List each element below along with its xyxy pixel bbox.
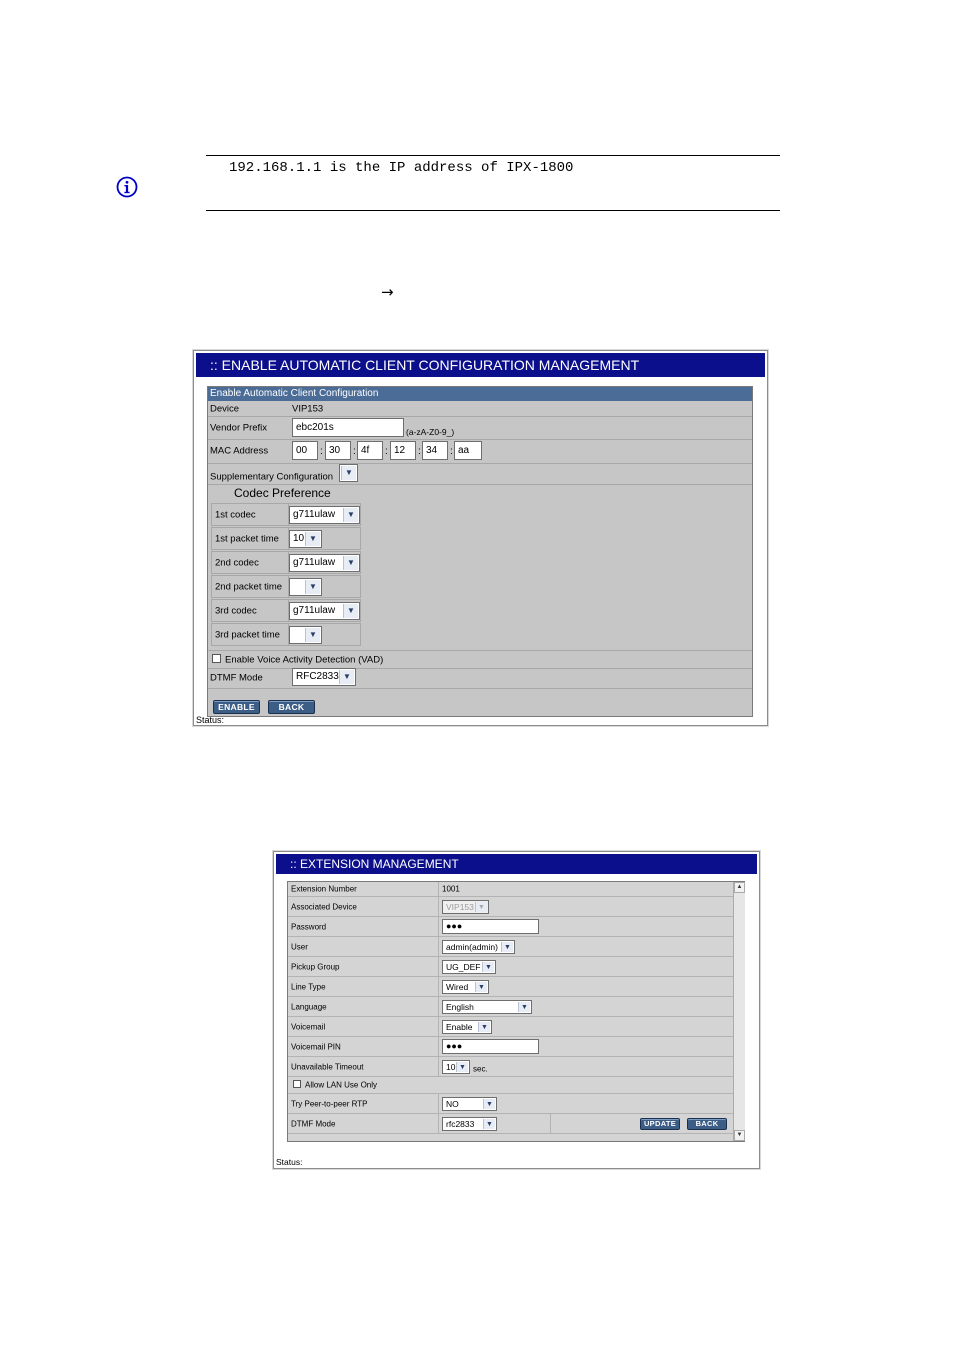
allow-lan-row [288, 1077, 733, 1094]
vad-label: Enable Voice Activity Detection (VAD) [225, 654, 384, 665]
codec-label: 2nd codec [215, 557, 259, 568]
chevron-down-icon: ▼ [482, 962, 494, 972]
codec-value: 10 [293, 533, 305, 544]
user-row [288, 937, 733, 957]
device-label: Device [210, 403, 240, 414]
line-type-label: Line Type [291, 982, 326, 991]
unavailable-timeout-row [288, 1057, 733, 1077]
arrow-right-icon: → [381, 283, 394, 301]
codec-label: 1st codec [215, 509, 256, 520]
dtmf-mode-select[interactable] [442, 1117, 497, 1131]
status-label: Status: [276, 1157, 303, 1167]
password-label: Password [291, 922, 327, 931]
allow-lan-label: Allow LAN Use Only [305, 1080, 378, 1090]
unavailable-timeout-select[interactable] [442, 1060, 470, 1074]
note-text: 192.168.1.1 is the IP address of IPX-1800 [229, 160, 574, 176]
mac-octet-3[interactable]: 4f [357, 441, 383, 460]
codec-value: g711ulaw [293, 605, 336, 616]
codec-select[interactable] [289, 602, 360, 620]
language-value: English [446, 1002, 474, 1012]
chevron-down-icon: ▼ [339, 670, 354, 684]
chevron-down-icon: ▼ [483, 1119, 495, 1129]
voicemail-value: Enable [446, 1022, 473, 1032]
panel-header: Enable Automatic Client Configuration [208, 387, 752, 401]
supplementary-row [208, 463, 752, 485]
language-label: Language [291, 1002, 327, 1011]
associated-device-row [288, 897, 733, 917]
mac-address-label: MAC Address [210, 445, 269, 457]
packet-time-select[interactable] [289, 578, 322, 596]
chevron-down-icon: ▼ [343, 556, 358, 570]
mac-separator: : [450, 446, 453, 457]
mac-separator: : [320, 446, 323, 457]
associated-device-value: VIP153 [446, 902, 474, 912]
supplementary-select[interactable] [339, 464, 358, 482]
back-button[interactable]: BACK [268, 700, 315, 714]
voicemail-row [288, 1017, 733, 1037]
extension-management-screenshot [273, 851, 760, 1169]
codec-label: 2nd packet time [215, 581, 283, 592]
status-label: Status: [196, 715, 225, 725]
mac-octet-1[interactable]: 00 [292, 441, 318, 460]
extension-panel [287, 881, 745, 1142]
line-type-select[interactable] [442, 980, 489, 994]
note-top-rule [206, 155, 780, 156]
codec-value: g711ulaw [293, 557, 336, 568]
extension-number-label: Extension Number [291, 884, 357, 894]
password-input[interactable]: ●●● [442, 919, 539, 934]
voicemail-pin-input[interactable]: ●●● [442, 1039, 539, 1054]
chevron-down-icon: ▼ [518, 1002, 530, 1012]
chevron-down-icon: ▼ [501, 942, 513, 952]
voicemail-pin-row [288, 1037, 733, 1057]
mac-separator: : [418, 446, 421, 457]
device-value: VIP153 [292, 403, 324, 414]
codec-row [211, 575, 361, 598]
codec-row [211, 623, 361, 646]
line-type-value: Wired [446, 982, 469, 992]
chevron-down-icon: ▼ [343, 604, 358, 618]
peer-to-peer-label: Try Peer-to-peer RTP [291, 1099, 368, 1108]
chevron-down-icon: ▼ [478, 1022, 490, 1032]
voicemail-pin-label: Voicemail PIN [291, 1042, 341, 1051]
dtmf-mode-value: rfc2833 [446, 1119, 475, 1129]
codec-heading: Codec Preference [234, 486, 331, 500]
dtmf-mode-row [288, 1114, 733, 1134]
pickup-group-value: UG_DEF [446, 962, 481, 972]
dtmf-value: RFC2833 [296, 671, 339, 682]
vendor-prefix-label: Vendor Prefix [210, 422, 268, 433]
codec-row [211, 527, 361, 550]
device-row [208, 401, 752, 417]
enable-button[interactable]: ENABLE [213, 700, 260, 714]
supplementary-label: Supplementary Configuration [210, 471, 334, 483]
codec-label: 3rd packet time [215, 629, 280, 640]
auto-config-panel [207, 386, 753, 717]
language-row [288, 997, 733, 1017]
peer-to-peer-value: NO [446, 1099, 459, 1109]
pickup-group-select[interactable] [442, 960, 496, 974]
mac-separator: : [353, 446, 356, 457]
extension-number-row [288, 882, 733, 897]
language-select[interactable] [442, 1000, 532, 1014]
codec-value: g711ulaw [293, 509, 336, 520]
update-button[interactable]: UPDATE [640, 1118, 680, 1130]
mac-octet-2[interactable]: 30 [325, 441, 351, 460]
codec-select[interactable] [289, 506, 360, 524]
chevron-down-icon: ▼ [341, 466, 356, 480]
allow-lan-checkbox[interactable] [293, 1080, 301, 1088]
unavailable-timeout-label: Unavailable Timeout [291, 1062, 364, 1071]
extension-number-value: 1001 [442, 884, 460, 894]
back-button[interactable]: BACK [687, 1118, 727, 1130]
codec-label: 1st packet time [215, 533, 279, 544]
note-bottom-rule [206, 210, 780, 211]
mac-separator: : [385, 446, 388, 457]
extension-management-title: :: EXTENSION MANAGEMENT [276, 854, 757, 874]
mac-octet-6[interactable]: aa [454, 441, 482, 460]
password-row [288, 917, 733, 937]
packet-time-select[interactable] [289, 530, 322, 548]
voicemail-select[interactable] [442, 1020, 492, 1034]
codec-row [211, 599, 361, 622]
pickup-group-row [288, 957, 733, 977]
chevron-down-icon: ▼ [343, 508, 358, 522]
pickup-group-label: Pickup Group [291, 962, 340, 971]
timeout-unit: sec. [473, 1064, 488, 1074]
codec-row [211, 503, 361, 526]
chevron-down-icon: ▼ [456, 1062, 468, 1072]
codec-select[interactable] [289, 554, 360, 572]
user-select[interactable] [442, 940, 515, 954]
vendor-prefix-row [208, 416, 752, 440]
packet-time-select[interactable] [289, 626, 322, 644]
associated-device-select [442, 900, 489, 914]
chevron-down-icon: ▼ [305, 580, 320, 594]
mac-octet-4[interactable]: 12 [390, 441, 416, 460]
vendor-prefix-input[interactable]: ebc201s [292, 418, 404, 437]
vendor-prefix-hint: (a-zA-Z0-9_) [406, 427, 455, 438]
chevron-down-icon: ▼ [305, 532, 320, 546]
chevron-down-icon: ▼ [475, 982, 487, 992]
voicemail-label: Voicemail [291, 1022, 326, 1031]
codec-row [211, 551, 361, 574]
scroll-down-icon[interactable]: ▼ [734, 1130, 745, 1141]
mac-octet-5[interactable]: 34 [422, 441, 448, 460]
auto-config-title: :: ENABLE AUTOMATIC CLIENT CONFIGURATION MANAGEMENT [196, 353, 765, 377]
unavailable-timeout-value: 10 [446, 1062, 456, 1072]
peer-to-peer-select[interactable] [442, 1097, 497, 1111]
auto-config-screenshot [193, 350, 768, 726]
dtmf-select[interactable] [292, 668, 356, 686]
user-label: User [291, 942, 308, 951]
user-value: admin(admin) [446, 942, 498, 952]
dtmf-mode-label: DTMF Mode [291, 1119, 336, 1128]
dtmf-label: DTMF Mode [210, 672, 263, 683]
line-type-row [288, 977, 733, 997]
vertical-scrollbar[interactable] [733, 882, 745, 1141]
chevron-down-icon: ▼ [475, 902, 487, 912]
vad-checkbox[interactable] [212, 654, 221, 663]
peer-to-peer-row [288, 1094, 733, 1114]
chevron-down-icon: ▼ [483, 1099, 495, 1109]
dtmf-row [208, 667, 752, 689]
chevron-down-icon: ▼ [305, 628, 320, 642]
associated-device-label: Associated Device [291, 902, 357, 911]
codec-label: 3rd codec [215, 605, 257, 616]
scroll-up-icon[interactable]: ▲ [734, 882, 745, 893]
mac-address-row [208, 439, 752, 464]
info-icon [116, 176, 138, 198]
